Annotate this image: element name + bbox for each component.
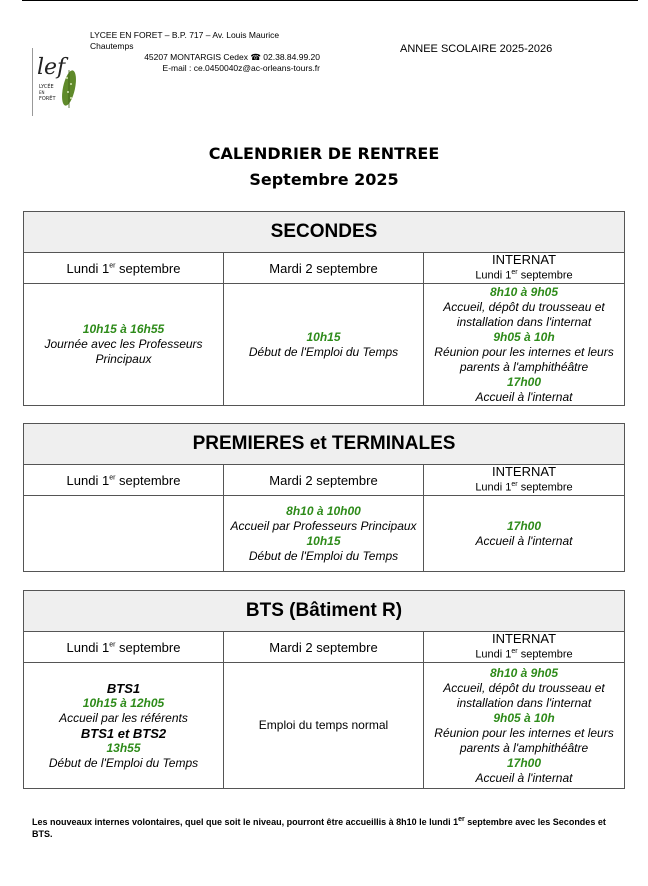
school-address — [90, 30, 320, 74]
col-header-tuesday: Mardi 2 septembre — [224, 253, 424, 284]
svg-text:LYCÉE: LYCÉE — [39, 84, 54, 90]
school-logo — [32, 48, 78, 116]
logo-icon — [33, 48, 78, 116]
secondes-table — [23, 211, 625, 406]
premieres-monday-cell — [24, 496, 224, 572]
svg-text:EN: EN — [39, 90, 45, 95]
col-header-internat: INTERNAT Lundi 1er septembre — [424, 632, 625, 663]
bts-internat-cell: 8h10 à 9h05 Accueil, dépôt du trousseau et installation dans l'internat 9h05 à 10h Réunion pour les internes et leurs parents à l'amphithéâtre 17h00 Accueil à l'internat — [424, 663, 625, 789]
col-header-monday: Lundi 1er septembre — [24, 632, 224, 663]
premieres-tuesday-cell: 8h10 à 10h00 Accueil par Professeurs Principaux 10h15 Début de l'Emploi du Temps — [224, 496, 424, 572]
page-subtitle: Septembre 2025 — [249, 170, 399, 189]
svg-text:FORÊT: FORÊT — [39, 96, 56, 102]
col-header-monday: Lundi 1er septembre — [24, 253, 224, 284]
col-header-internat: INTERNAT Lundi 1er septembre — [424, 253, 625, 284]
premieres-internat-cell: 17h00 Accueil à l'internat — [424, 496, 625, 572]
section-title-premieres: PREMIERES et TERMINALES — [24, 424, 625, 465]
section-title-secondes: SECONDES — [24, 212, 625, 253]
page-title: CALENDRIER DE RENTREE — [208, 144, 440, 163]
secondes-monday-cell: 10h15 à 16h55 Journée avec les Professeurs Principaux — [24, 284, 224, 406]
school-year: ANNEE SCOLAIRE 2025-2026 — [400, 43, 553, 55]
col-header-monday: Lundi 1er septembre — [24, 465, 224, 496]
school-city-line: 45207 MONTARGIS Cedex ☎ 02.38.84.99.20 — [144, 52, 320, 62]
section-title-bts: BTS (Bâtiment R) — [24, 591, 625, 632]
school-name-line: LYCEE EN FORET – B.P. 717 – Av. Louis Maurice Chautemps — [90, 30, 280, 51]
bts-tuesday-cell: Emploi du temps normal — [224, 663, 424, 789]
bts-table — [23, 590, 625, 789]
col-header-tuesday: Mardi 2 septembre — [224, 632, 424, 663]
school-email-line: E-mail : ce.0450040z@ac-orleans-tours.fr — [162, 63, 320, 73]
col-header-internat: INTERNAT Lundi 1er septembre — [424, 465, 625, 496]
footer-note: Les nouveaux internes volontaires, quel que soit le niveau, pourront être accueillis à 8h10 le lundi 1er septembre avec les Secondes et BTS. — [32, 816, 606, 839]
secondes-tuesday-cell: 10h15 Début de l'Emploi du Temps — [224, 284, 424, 406]
svg-text:lef: lef — [37, 55, 66, 80]
premieres-table — [23, 423, 625, 572]
bts-monday-cell: BTS1 10h15 à 12h05 Accueil par les référents BTS1 et BTS2 13h55 Début de l'Emploi du Temps — [24, 663, 224, 789]
col-header-tuesday: Mardi 2 septembre — [224, 465, 424, 496]
top-rule — [22, 0, 638, 1]
secondes-internat-cell: 8h10 à 9h05 Accueil, dépôt du trousseau et installation dans l'internat 9h05 à 10h Réunion pour les internes et leurs parents à l'amphithéâtre 17h00 Accueil à l'internat — [424, 284, 625, 406]
